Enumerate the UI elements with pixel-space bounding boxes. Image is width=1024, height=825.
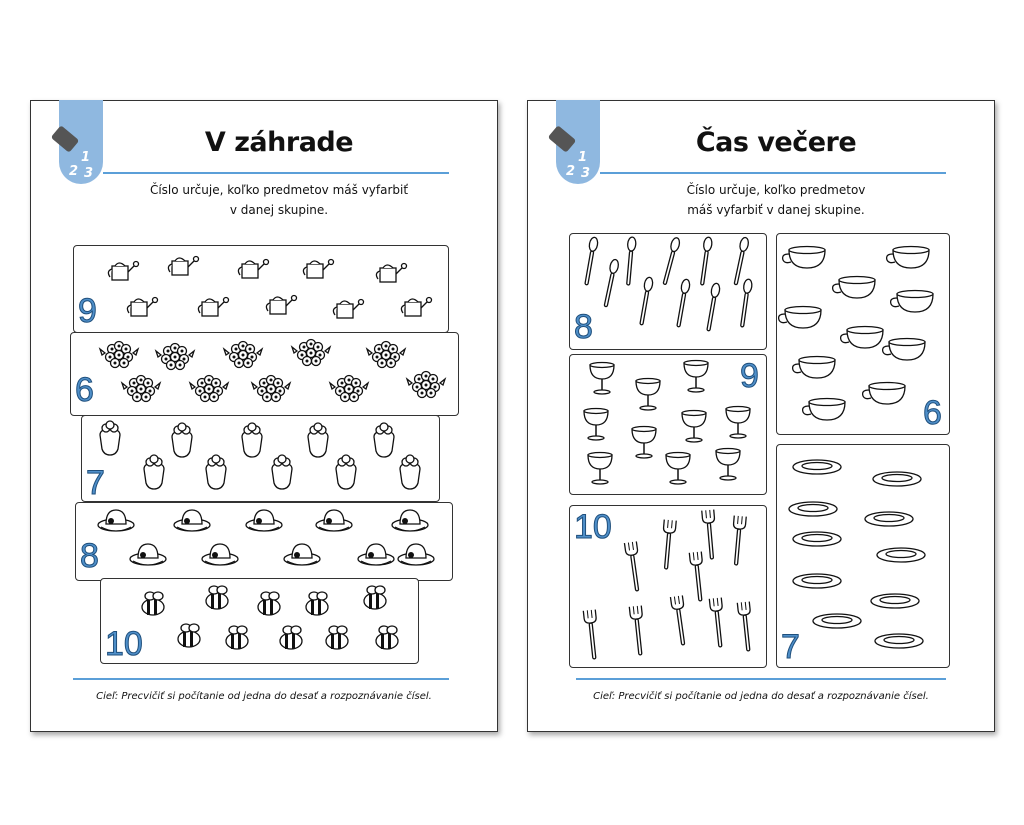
cup-icon [779,307,821,329]
flower-bunch-icon [190,376,228,402]
flower-bunch-icon [292,340,330,366]
bee-icon [326,626,348,649]
plate-icon [793,460,841,474]
plate-icon [877,548,925,562]
badge-number: 2 [566,164,576,179]
goal-text: Cieľ: Precvičiť si počítanie od jedna do desať a rozpoznávanie čísel. [96,691,432,702]
fork-icon [624,541,643,591]
row-hats [75,502,453,581]
spoon-icon [674,279,690,328]
badge-number: 3 [84,166,94,181]
fork-icon [709,598,726,648]
garden-hat-icon [392,510,428,531]
strawberry-group [82,416,439,501]
glass-icon [590,363,614,395]
garden-hat-icon [130,544,166,565]
count-number: 7 [86,464,105,502]
count-number: 10 [574,508,612,546]
count-number: 9 [78,292,97,330]
strawberry-icon [400,455,420,489]
spoon-icon [698,237,713,286]
hat-group [76,503,452,580]
count-number: 10 [105,625,143,663]
badge-number: 3 [581,166,591,181]
fork-icon [730,516,746,566]
strawberry-icon [206,455,226,489]
group-cups [776,233,950,435]
glass-group [570,355,766,494]
glass-icon [682,411,706,443]
count-number: 6 [923,394,942,432]
watering-can-icon [401,298,431,317]
count-number: 6 [75,371,94,409]
bee-icon [376,626,398,649]
count-number: 9 [740,357,759,395]
cup-icon [841,327,883,349]
bee-group [101,579,418,663]
spoon-icon [738,279,753,328]
cup-icon [863,383,905,405]
spoon-icon [637,277,653,326]
flower-bunch-icon [100,342,138,368]
garden-hat-icon [398,544,434,565]
garden-hat-icon [174,510,210,531]
instruction-line: máš vyfarbiť v danej skupine. [687,203,865,217]
spoon-icon [582,237,598,286]
plate-icon [873,472,921,486]
strawberry-icon [374,423,394,457]
glass-icon [632,427,656,459]
group-spoons [569,233,767,350]
spoon-icon [732,237,750,286]
bee-icon [226,626,248,649]
spoon-icon [602,259,620,308]
glass-icon [636,379,660,411]
watering-can-icon [108,262,138,281]
count-number: 7 [781,628,800,666]
garden-hat-icon [284,544,320,565]
row-watering-cans [73,245,449,333]
bee-icon [306,592,328,615]
fork-icon [689,552,706,602]
badge-number: 2 [69,164,79,179]
count-number: 8 [574,308,593,346]
glass-icon [684,361,708,393]
count-number: 8 [80,537,99,575]
fork-icon [583,610,600,660]
glass-icon [584,409,608,441]
bee-icon [178,624,200,647]
spoon-icon [624,237,636,286]
watering-can-icon [266,296,296,315]
garden-hat-icon [316,510,352,531]
row-flowers [70,332,459,416]
strawberry-icon [172,423,192,457]
flower-bunch-icon [252,376,290,402]
instruction-line: Číslo určuje, koľko predmetov máš vyfarbiť [149,183,409,197]
watering-can-icon [238,260,268,279]
bee-icon [142,592,164,615]
page-title: V záhrade [204,127,354,158]
title-underline [600,172,946,174]
garden-hat-icon [202,544,238,565]
cup-icon [833,277,875,299]
fork-group [570,506,766,667]
strawberry-icon [242,423,262,457]
watering-can-icon [127,298,157,317]
group-plates [776,444,950,668]
cup-icon [793,357,835,379]
flower-bunch-icon [156,344,194,370]
fork-icon [629,606,646,656]
instruction-line: v danej skupine. [229,203,329,217]
flower-bunch-icon [367,342,405,368]
fork-icon [702,510,718,560]
fork-icon [670,595,689,645]
garden-hat-icon [98,510,134,531]
strawberry-icon [272,455,292,489]
spoon-group [570,234,766,349]
instruction-line: Číslo určuje, koľko predmetov [686,183,866,197]
group-glasses [569,354,767,495]
glass-icon [666,453,690,485]
plate-group [777,445,949,667]
strawberry-icon [308,423,328,457]
plate-icon [875,634,923,648]
watering-can-icon [168,257,198,276]
cup-icon [883,339,925,361]
cup-icon [887,247,929,269]
garden-hat-icon [358,544,394,565]
glass-icon [726,407,750,439]
row-strawberries [81,415,440,502]
flower-bunch-icon [122,376,160,402]
row-bees [100,578,419,664]
cup-icon [783,247,825,269]
strawberry-icon [144,455,164,489]
flower-bunch-icon [330,376,368,402]
spoon-icon [704,283,720,332]
plate-icon [789,502,837,516]
bee-icon [280,626,302,649]
garden-hat-icon [246,510,282,531]
fork-icon [737,602,754,652]
badge-number: 1 [578,150,588,165]
watering-can-icon [303,260,333,279]
bee-icon [206,586,228,609]
worksheet-page-dinner [527,100,995,732]
strawberry-icon [336,455,356,489]
goal-text: Cieľ: Precvičiť si počítanie od jedna do desať a rozpoznávanie čísel. [593,691,929,702]
flower-group [71,333,458,415]
cup-group [777,234,949,434]
plate-icon [865,512,913,526]
badge-number: 1 [81,150,91,165]
glass-icon [588,453,612,485]
watering-can-icon [376,264,406,283]
instruction-text [121,180,437,220]
group-forks [569,505,767,668]
glass-icon [716,449,740,481]
watering-can-group [74,246,448,332]
footer-rule [576,678,946,680]
plate-icon [871,594,919,608]
flower-bunch-icon [407,372,445,398]
spoon-icon [661,237,681,285]
plate-icon [793,532,841,546]
cup-icon [891,291,933,313]
strawberry-icon [100,421,120,455]
fork-icon [660,520,676,570]
footer-rule [73,678,449,680]
cup-icon [803,399,845,421]
plate-icon [793,574,841,588]
flower-bunch-icon [224,342,262,368]
bee-icon [258,592,280,615]
page-title: Čas večere [695,127,857,158]
watering-can-icon [198,298,228,317]
plate-icon [813,614,861,628]
bee-icon [364,586,386,609]
title-underline [103,172,449,174]
watering-can-icon [333,300,363,319]
instruction-text [618,180,934,220]
worksheet-page-garden [30,100,498,732]
